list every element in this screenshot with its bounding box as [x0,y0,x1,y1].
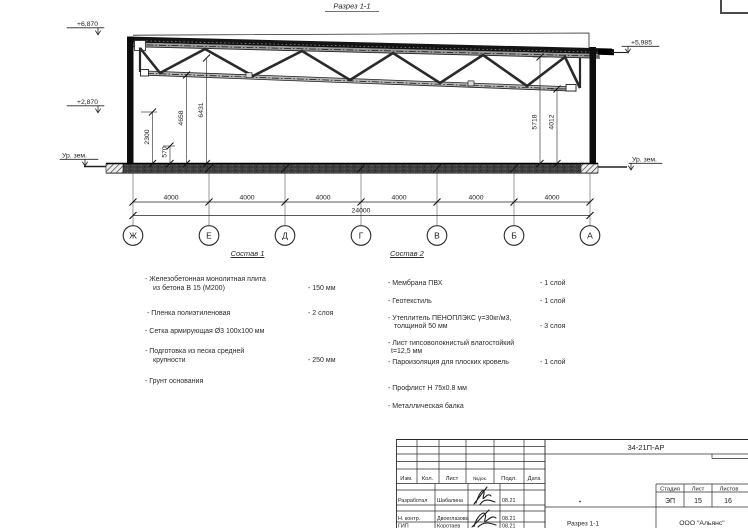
dim-span-2: 4000 [239,194,255,202]
list-item: - Металлическая балка [388,403,464,410]
list-item: - Утеплитель ПЕНОПЛЭКС γ=30кг/м3, [388,315,512,322]
elevation-left-top [67,21,104,35]
title-block-column-headers [400,476,541,482]
dim-row-spans [130,195,594,206]
row-date: 08.21 [502,516,516,522]
stage-header: Стадия [660,486,680,493]
floor-slab [84,164,627,174]
list-item: - Пленка полиэтиленовая [147,310,231,317]
elevation-left-mid-text: +2,870 [77,99,98,106]
dim-span-6: 4000 [544,194,560,202]
stage-headers [660,487,738,493]
vdim-4658: 4658 [178,110,185,126]
item-value: - 250 мм [308,357,336,364]
elevation-left-ground [60,153,98,167]
list-item: - Железобетонная монолитная плита [145,276,266,283]
item-value: - 3 слоя [540,323,566,330]
section-title-text: Разрез 1-1 [333,1,371,11]
vdim-570: 570 [161,146,169,158]
vdim-5718: 5718 [531,114,539,130]
corner-frame-mark [720,0,748,14]
list-item: - Грунт основания [145,378,204,385]
list-item: из бетона В 15 (М200) [153,285,225,292]
signature-scribbles [472,487,496,527]
sheet-header: Лист [691,486,705,493]
elevation-right-ground [629,157,663,171]
stage-values [665,498,732,505]
item-value: - 1 слой [540,280,566,287]
grid-axis-e: Е [206,230,212,241]
elevation-right-ground-text: Ур. зем. [632,156,657,164]
company-name: ООО "Альянс" [679,520,725,527]
list-item: - Профлист Н 75х0.8 мм [388,385,467,392]
stray-dot [579,501,581,503]
col-dok: №док. [472,477,488,482]
item-value: - 150 мм [308,285,336,292]
vdim-6431: 6431 [198,102,205,118]
composition-2-title: Состав 2 [390,249,424,258]
col-list: Лист [445,476,459,482]
sheets-header: Листов [719,486,739,493]
row-name: Двоеглазова [437,516,469,522]
list-item: толщиной 50 мм [394,323,448,330]
row-name: Коротаев [437,523,461,528]
row-date: 08.21 [502,523,516,528]
title-block-drawing-name: Разрез 1-1 [567,520,599,528]
col-kol: Кол. [421,476,434,482]
doc-number: 34-21П-АР [627,443,665,452]
item-value: - 1 слой [540,298,566,305]
right-column [590,47,597,171]
dim-span-1: 4000 [163,194,179,202]
grid-bubbles [123,226,600,246]
left-column [127,37,134,171]
grid-lines [133,174,590,226]
item-value: - 1 слой [540,359,566,366]
row-date: 08.21 [502,498,516,504]
list-item: - Сетка армирующая Ø3 100х100 мм [145,328,265,335]
title-block [396,439,748,528]
elevation-left-top-text: +6,870 [77,21,98,28]
title-block-grid [396,439,748,528]
list-item: - Геотекстиль [388,298,432,305]
row-role: ГИП [398,523,409,528]
roof-assembly [127,33,627,58]
elevation-left-mid [67,99,104,113]
list-item: t=12,5 мм [391,348,423,355]
elevation-right-top [622,40,659,54]
vdim-2300: 2300 [144,129,151,145]
list-item: - Подготовка из песка средней [145,348,245,355]
list-item: крупности [153,357,186,364]
col-podp: Подл. [501,476,517,482]
grid-axis-d: Д [282,230,288,241]
grid-axis-v: В [434,230,440,241]
grid-axis-a: А [587,230,593,241]
item-value: - 2 слоя [308,310,334,317]
elevation-left-ground-text: Ур. зем. [62,152,87,160]
grid-axis-b: Б [511,230,517,241]
dim-span-3: 4000 [315,194,331,202]
grid-axis-zh: Ж [129,230,137,241]
sheet-number: 15 [694,498,702,505]
composition-1-title: Состав 1 [230,249,265,258]
col-data: Дата [527,476,541,482]
dim-total: 24000 [351,207,371,215]
sheets-total: 16 [724,498,732,505]
list-item: - Мембрана ПВХ [388,280,443,287]
dim-span-5: 4000 [468,194,484,202]
dim-row-total [130,208,594,220]
vdim-4012: 4012 [548,114,556,130]
composition-1 [145,248,350,398]
stage-value: ЭП [664,498,676,505]
list-item: - Лист гипсоволокнистый влагостойкий [388,340,515,347]
list-item: - Пароизоляция для плоских кровель [388,359,509,366]
row-role: Н. контр. [398,516,421,522]
row-role: Разработал [398,498,428,504]
section-title [325,2,379,12]
grid-axis-g: Г [358,230,364,241]
composition-2 [388,248,643,418]
elevation-right-top-text: +5,985 [631,39,652,47]
title-block-signature-rows [398,498,516,528]
col-izm: Изм. [400,476,413,482]
dim-span-4: 4000 [391,194,407,202]
row-name: Шабалина [437,498,464,504]
